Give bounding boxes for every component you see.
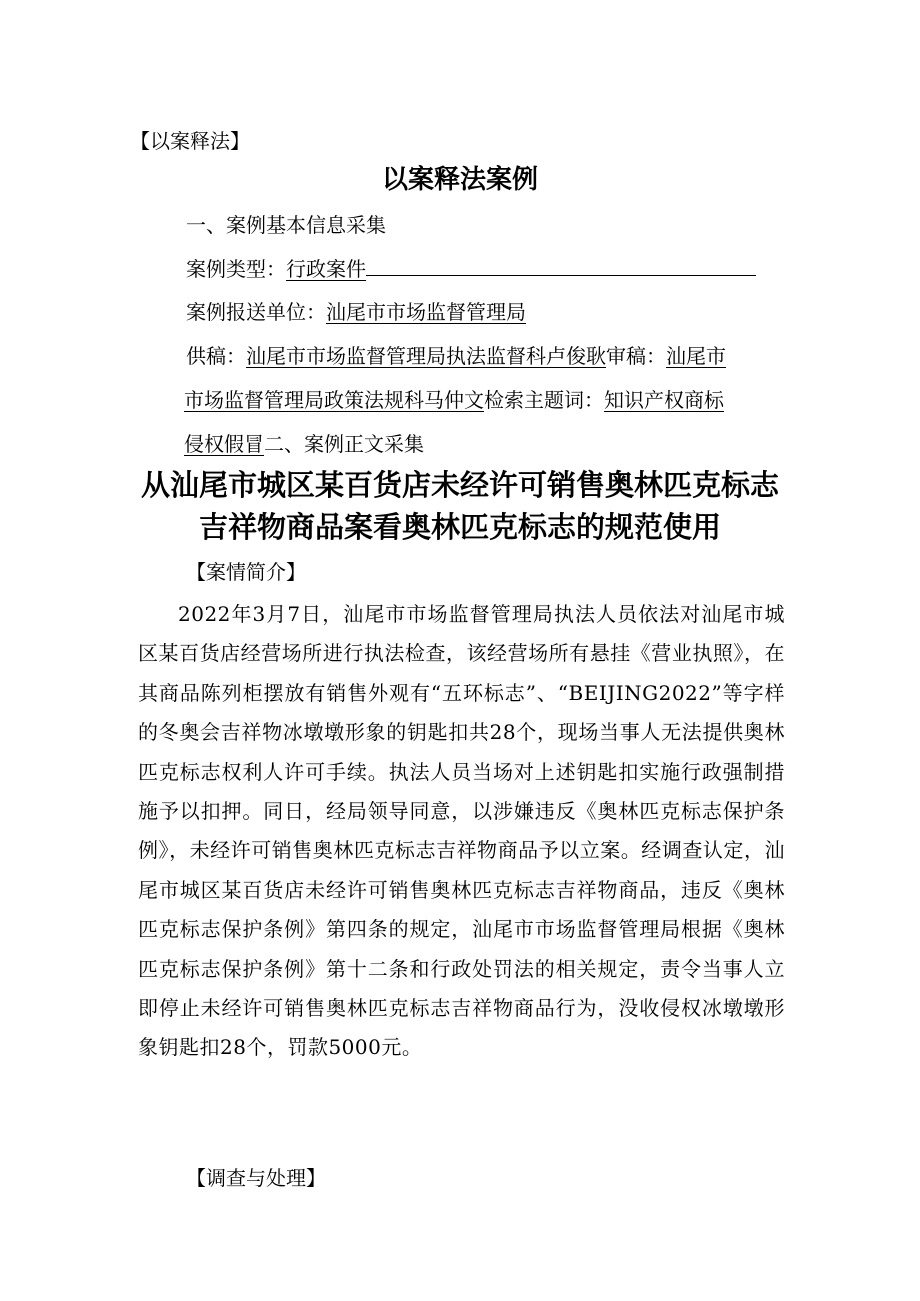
case-title-line2: 吉祥物商品案看奥林匹克标志的规范使用 <box>198 510 721 544</box>
unit-row <box>186 299 526 325</box>
keywords-value-part2: 侵权假冒 <box>184 432 264 456</box>
page-title: 以案释法案例 <box>381 165 538 195</box>
keywords-label: 检索主题词： <box>484 388 604 412</box>
unit-label: 案例报送单位： <box>186 300 326 324</box>
unit-value: 汕尾市市场监督管理局 <box>326 300 526 324</box>
section-heading-case-text: 二、案例正文采集 <box>264 432 424 456</box>
section-heading-basic-info: 一、案例基本信息采集 <box>186 213 386 237</box>
keywords-value-part1: 知识产权商标 <box>604 388 724 412</box>
author-reviewer-row <box>186 343 726 369</box>
case-type-value: 行政案件 <box>286 257 366 281</box>
keywords-section2-row <box>184 431 424 457</box>
reviewer-value-part1: 汕尾市 <box>666 344 726 368</box>
summary-heading: 【案情简介】 <box>186 560 306 584</box>
case-type-underline <box>366 257 756 276</box>
reviewer-keywords-row <box>184 387 724 413</box>
reviewer-value-part2: 市场监督管理局政策法规科马仲文 <box>184 388 484 412</box>
author-label: 供稿： <box>186 344 246 368</box>
author-value: 汕尾市市场监督管理局执法监督科卢俊耿 <box>246 344 606 368</box>
case-type-row <box>186 256 756 282</box>
summary-paragraph: 2022年3月7日，汕尾市市场监督管理局执法人员依法对汕尾市城区某百货店经营场所进行执法检查，该经营场所有悬挂《营业执照》，在其商品陈列柜摆放有销售外观有“五环标志”、“BEIJING2022”等字样的冬奥会吉祥物冰墩墩形象的钥匙扣共28个，现场当事人无法提供奥林匹克标志权利人许可手续。执法人员当场对上述钥匙扣实施行政强制措施予以扣押。同日，经局领导同意，以涉嫌违反《奥林匹克标志保护条例》，未经许可销售奥林匹克标志吉祥物商品予以立案。经调查认定，汕尾市城区某百货店未经许可销售奥林匹克标志吉祥物商品，违反《奥林匹克标志保护条例》第四条的规定，汕尾市市场监督管理局根据《奥林匹克标志保护条例》第十二条和行政处罚法的相关规定，责令当事人立即停止未经许可销售奥林匹克标志吉祥物商品行为，没收侵权冰墩墩形象钥匙扣28个，罚款5000元。 <box>138 602 785 1060</box>
case-title-line1: 从汕尾市城区某百货店未经许可销售奥林匹克标志 <box>140 468 779 502</box>
case-type-label: 案例类型： <box>186 257 286 281</box>
reviewer-label: 审稿： <box>606 344 666 368</box>
investigation-heading: 【调查与处理】 <box>186 1166 326 1190</box>
section-tag: 【以案释法】 <box>130 129 250 153</box>
